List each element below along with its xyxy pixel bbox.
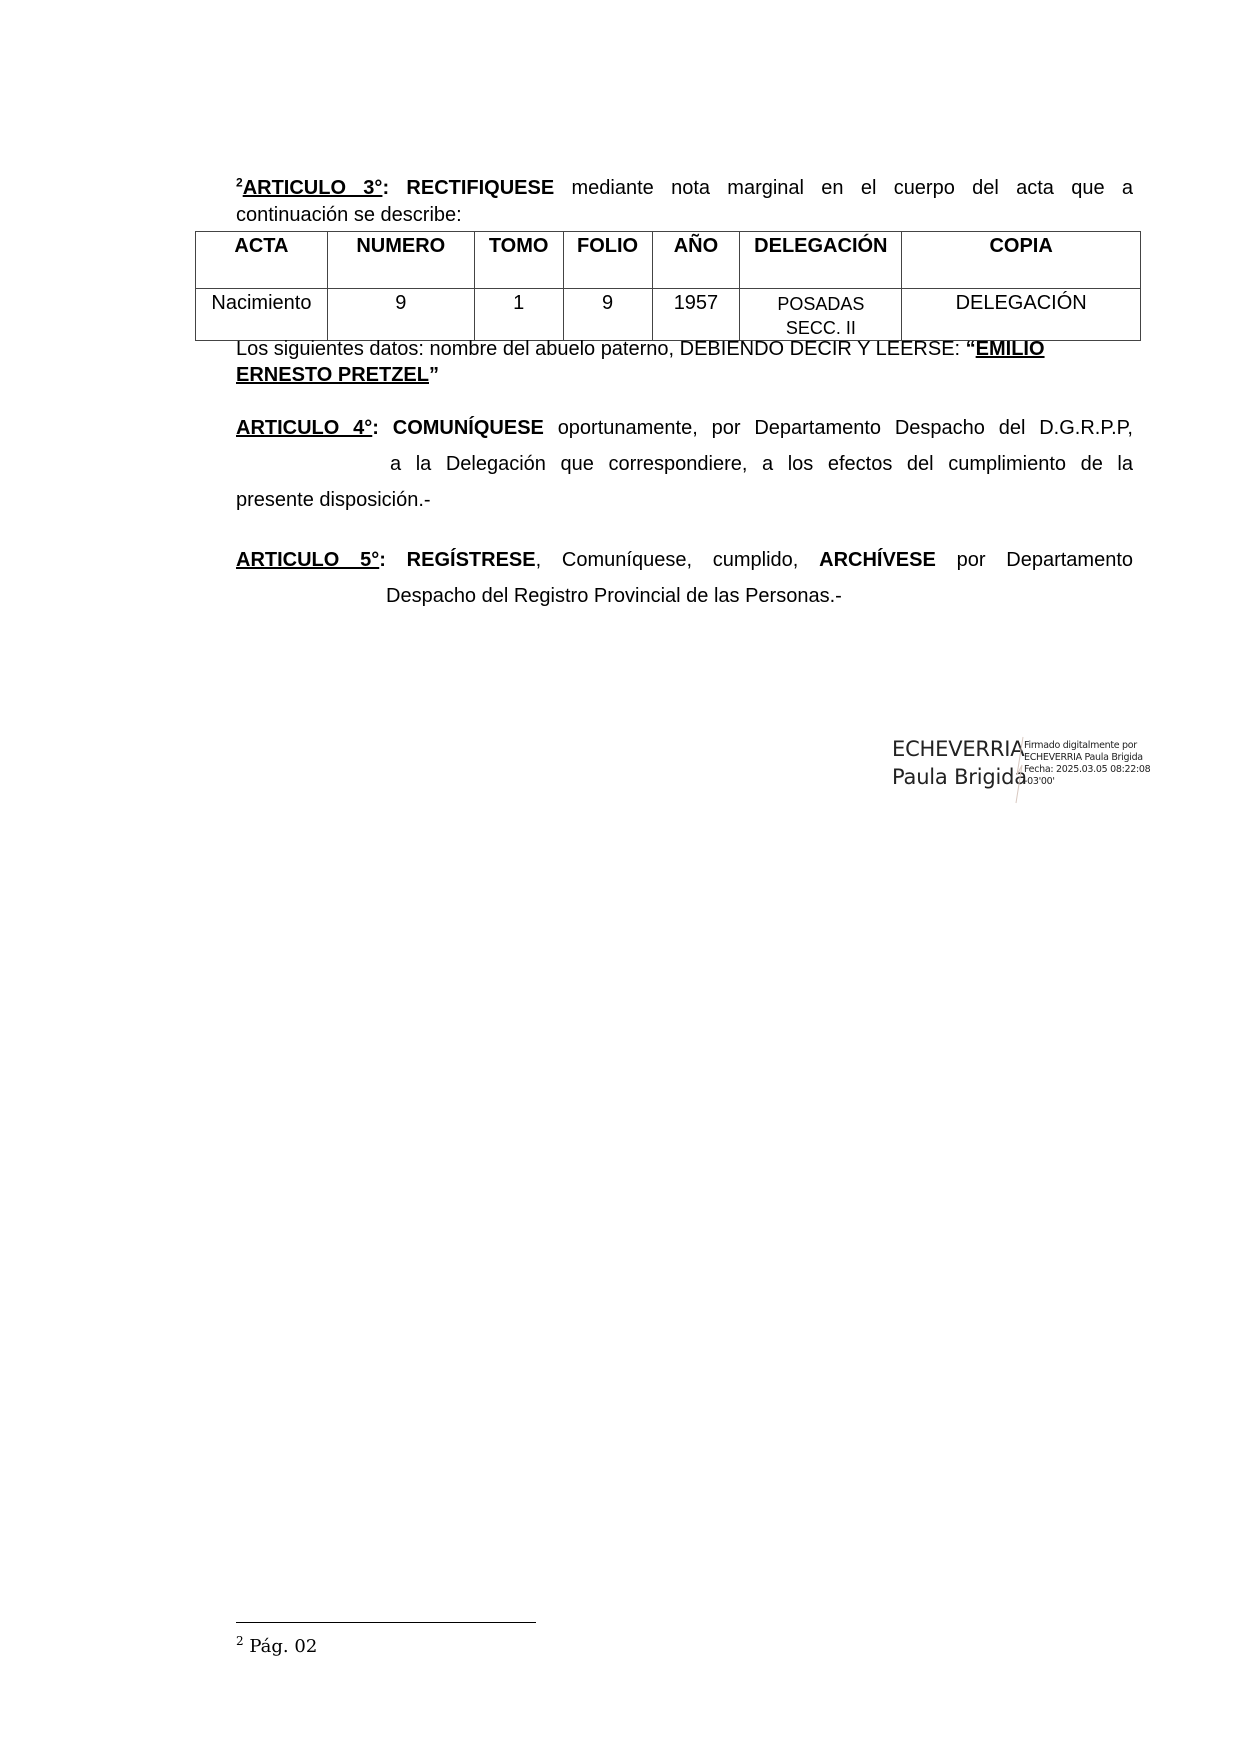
corrected-name-rest: ERNESTO PRETZEL [236, 364, 429, 386]
cell-copia: DELEGACIÓN [902, 289, 1141, 341]
footnote [236, 1636, 317, 1657]
cell-anio: 1957 [652, 289, 740, 341]
article-3-line1: $^2$ARTICULO 3°: RECTIFIQUESE mediante nota marginal en el cuerpo del acta que a [236, 175, 1134, 199]
article-5-verb2: ARCHÍVESE [819, 549, 936, 571]
datos-line2: ERNESTO PRETZEL” [236, 364, 439, 386]
cell-delegacion: POSADAS SECC. II [740, 289, 902, 341]
signature-name: ECHEVERRIA Paula Brigida [892, 737, 1027, 789]
cell-numero: 9 [327, 289, 474, 341]
footnote-ref: 2 [236, 175, 243, 190]
article-4-line1: ARTICULO 4°: COMUNÍQUESE oportunamente, por Departamento Despacho del D.G.R.P.P, [236, 417, 1133, 439]
article-4-line3: presente disposición.- [236, 489, 431, 511]
article-3-text: mediante nota marginal en el cuerpo del acta que a [571, 177, 1134, 199]
cell-folio: 9 [563, 289, 652, 341]
footnote-number: 2 [236, 1634, 244, 1648]
header-copia: COPIA [902, 232, 1141, 289]
article-5-label: ARTICULO 5° [236, 549, 380, 571]
header-delegacion: DELEGACIÓN [740, 232, 902, 289]
header-folio: FOLIO [563, 232, 652, 289]
article-4-label: ARTICULO 4° [236, 417, 373, 439]
article-5-verb: REGÍSTRESE [406, 549, 536, 571]
article-5-line1: ARTICULO 5°: REGÍSTRESE, Comuníquese, cumplido, ARCHÍVESE por Departamento [236, 549, 1134, 571]
corrected-name-first: EMILIO [975, 338, 1045, 360]
cell-tomo: 1 [474, 289, 563, 341]
datos-line1: Los siguientes datos: nombre del abuelo paterno, DEBIENDO DECIR Y LEERSE: “EMILIO [236, 338, 1045, 360]
header-anio: AÑO [652, 232, 740, 289]
cell-acta: Nacimiento [196, 289, 328, 341]
article-3-label: ARTICULO 3° [242, 177, 383, 199]
digital-signature [892, 735, 1152, 805]
article-4-verb: COMUNÍQUESE [392, 417, 544, 439]
header-numero: NUMERO [327, 232, 474, 289]
article-3-verb: RECTIFIQUESE [406, 177, 555, 199]
header-tomo: TOMO [474, 232, 563, 289]
header-acta: ACTA [196, 232, 328, 289]
article-3-line2: continuación se describe: [236, 204, 462, 226]
article-5-line2: Despacho del Registro Provincial de las Personas.- [386, 585, 842, 607]
footnote-text: Pág. 02 [249, 1636, 318, 1657]
table-row [196, 289, 1141, 341]
footnote-separator [236, 1622, 536, 1623]
signature-info: Firmado digitalmente por ECHEVERRIA Paula Brigida Fecha: 2025.03.05 08:22:08 -03'00' [1024, 740, 1151, 787]
acta-table [195, 231, 1141, 341]
article-4-line2: a la Delegación que correspondiere, a los efectos del cumplimiento de la [390, 453, 1133, 475]
table-header-row [196, 232, 1141, 289]
